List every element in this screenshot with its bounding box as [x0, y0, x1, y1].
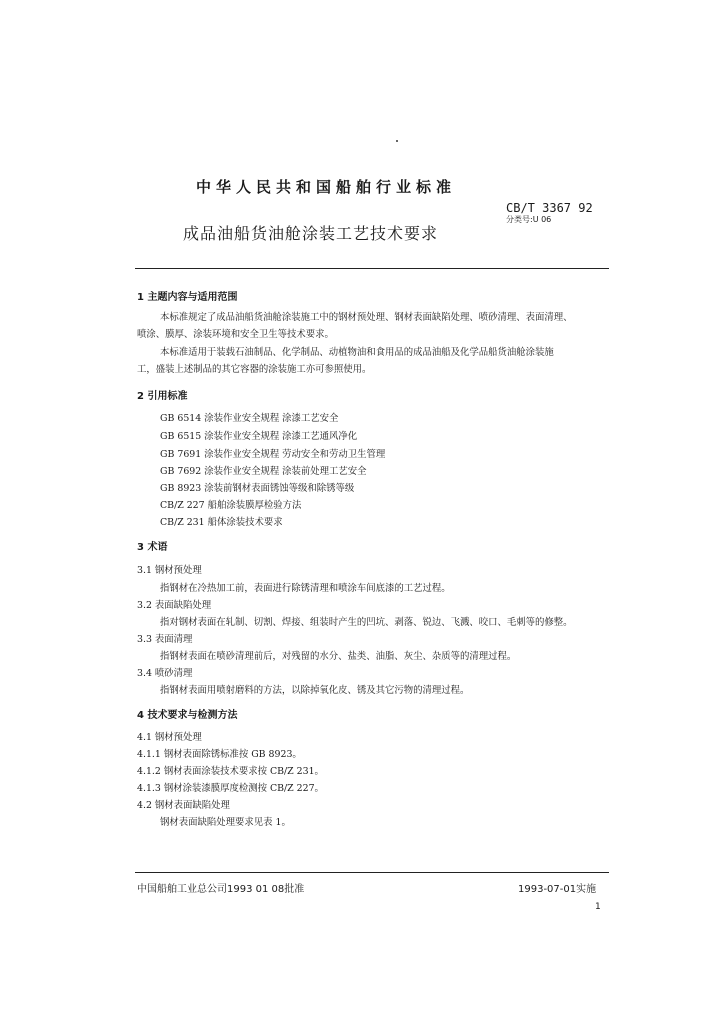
section-1-text: 工，盛装上述制品的其它容器的涂装施工亦可参照使用。 [137, 364, 372, 375]
reference-item: CB/Z 227 船舶涂装膜厚检验方法 [160, 500, 302, 511]
clause-line: 4.1.2 钢材表面涂装技术要求按 CB/Z 231。 [137, 766, 324, 777]
term-definition: 指钢材在冷热加工前，表面进行除锈清理和喷涂车间底漆的工艺过程。 [160, 583, 451, 594]
section-4-heading: 4 技术要求与检测方法 [137, 710, 238, 721]
reference-item: CB/Z 231 船体涂装技术要求 [160, 517, 283, 528]
term-heading: 3.4 喷砂清理 [137, 668, 193, 679]
section-1-text: 本标准适用于装载石油制品、化学制品、动植物油和食用品的成品油船及化学品船货油舱涂装施 [160, 347, 554, 358]
scan-speck [396, 140, 398, 142]
reference-item: GB 7692 涂装作业安全规程 涂装前处理工艺安全 [160, 466, 367, 477]
section-3-heading: 3 术语 [137, 542, 168, 553]
footer-divider [135, 872, 609, 873]
term-heading: 3.3 表面清理 [137, 634, 193, 645]
standard-code: CB/T 3367 92 [506, 201, 593, 215]
reference-item: GB 8923 涂装前钢材表面锈蚀等级和除锈等级 [160, 483, 355, 494]
clause-line: 4.1.1 钢材表面除锈标准按 GB 8923。 [137, 749, 302, 760]
reference-item: GB 7691 涂装作业安全规程 劳动安全和劳动卫生管理 [160, 449, 386, 460]
clause-line: 4.1.3 钢材涂装漆膜厚度检测按 CB/Z 227。 [137, 783, 324, 794]
section-1-text: 本标准规定了成品油船货油舱涂装施工中的钢材预处理、钢材表面缺陷处理、喷砂清理、表面清理、 [160, 312, 573, 323]
clause-line: 钢材表面缺陷处理要求见表 1。 [160, 817, 291, 828]
clause-line: 4.2 钢材表面缺陷处理 [137, 800, 230, 811]
reference-item: GB 6514 涂装作业安全规程 涂漆工艺安全 [160, 413, 339, 424]
classification-number: 分类号:U 06 [506, 215, 552, 224]
issuing-organization: 中华人民共和国船舶行业标准 [196, 178, 457, 196]
approval-notice: 中国船舶工业总公司1993 01 08批准 [137, 884, 305, 895]
section-2-heading: 2 引用标准 [137, 391, 188, 402]
term-heading: 3.1 钢材预处理 [137, 565, 202, 576]
term-definition: 指钢材表面用喷射磨料的方法，以除掉氧化皮、锈及其它污物的清理过程。 [160, 685, 470, 696]
term-definition: 指对钢材表面在轧制、切割、焊接、组装时产生的凹坑、剥落、锐边、飞溅、咬口、毛刺等的修整。 [160, 617, 573, 628]
section-1-text: 喷涂、膜厚、涂装环境和安全卫生等技术要求。 [137, 329, 334, 340]
header-divider [135, 268, 609, 269]
term-definition: 指钢材表面在喷砂清理前后，对残留的水分、盐类、油脂、灰尘、杂质等的清理过程。 [160, 651, 517, 662]
implementation-date: 1993-07-01实施 [518, 884, 597, 895]
term-heading: 3.2 表面缺陷处理 [137, 600, 212, 611]
document-title: 成品油船货油舱涂装工艺技术要求 [183, 224, 439, 243]
page-number: 1 [595, 902, 601, 912]
clause-line: 4.1 钢材预处理 [137, 732, 202, 743]
reference-item: GB 6515 涂装作业安全规程 涂漆工艺通风净化 [160, 431, 358, 442]
section-1-heading: 1 主题内容与适用范围 [137, 292, 238, 303]
